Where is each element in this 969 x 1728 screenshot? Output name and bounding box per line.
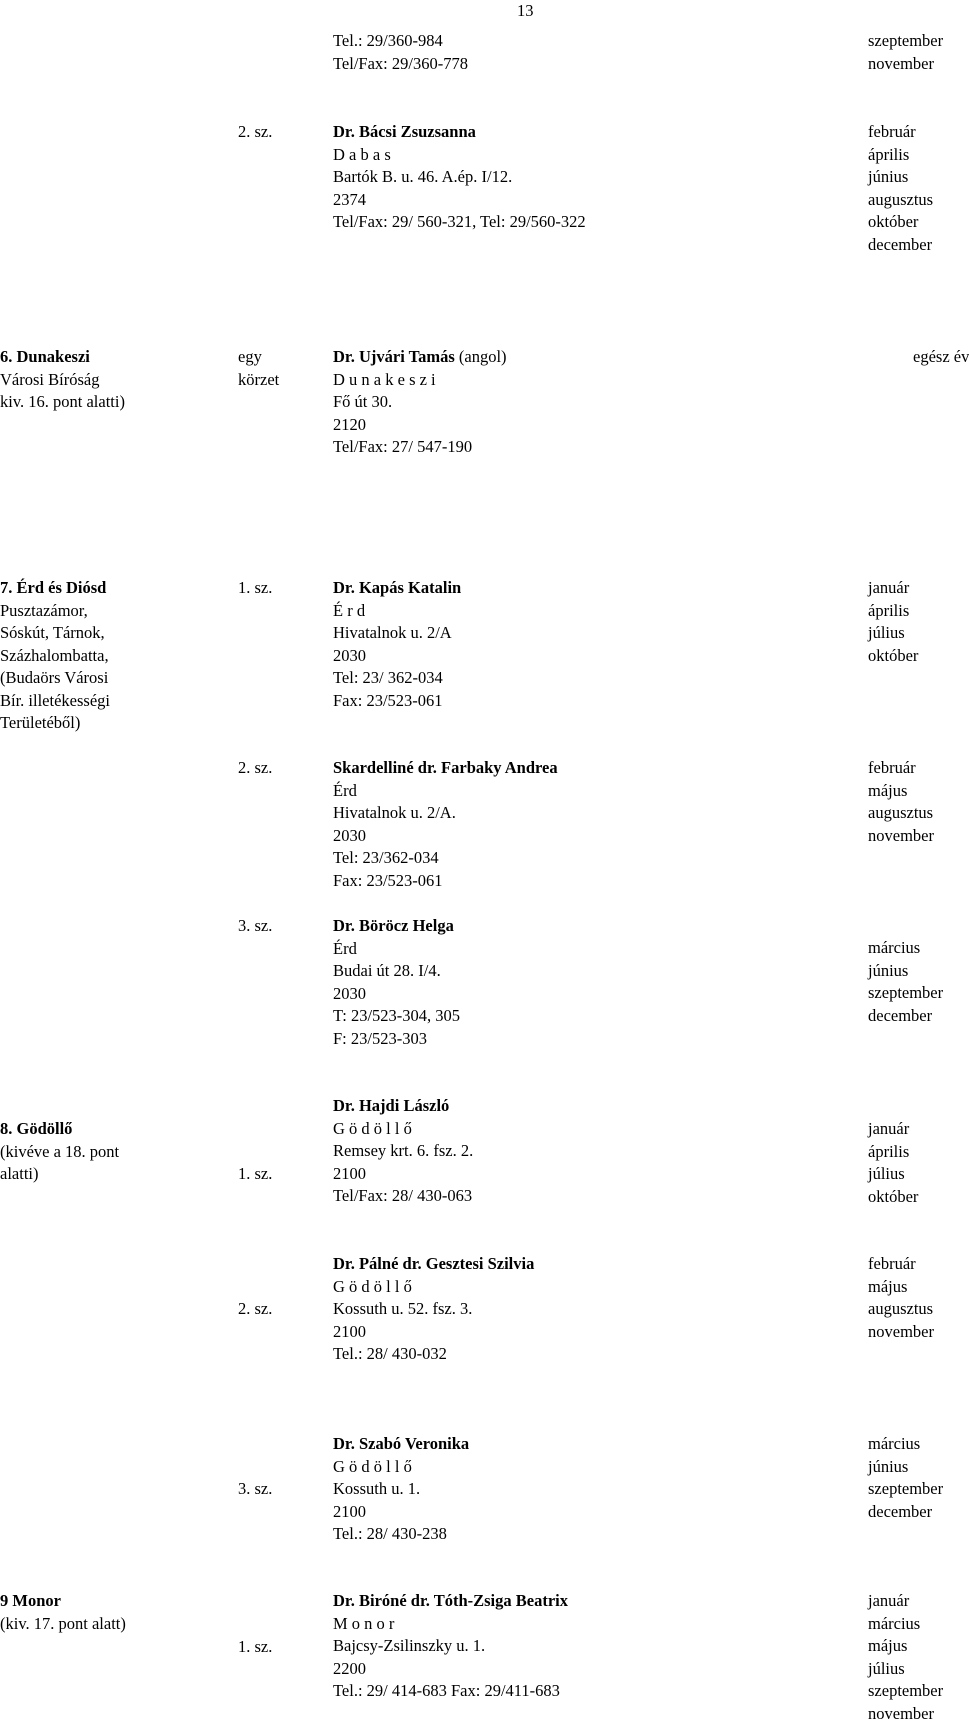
text-block <box>868 757 934 847</box>
text-line: Bír. illetékességi <box>0 690 110 710</box>
text-line: 2. sz. <box>238 758 273 777</box>
text-line: április <box>868 1141 910 1161</box>
judge-name: Dr. Ujvári Tamás <box>333 347 455 366</box>
text-line: 2374 <box>333 189 366 209</box>
text-line: október <box>868 645 919 665</box>
text-block <box>868 1590 943 1725</box>
text-line: F: 23/523-303 <box>333 1028 427 1048</box>
text-line: Tel/Fax: 27/ 547-190 <box>333 437 473 456</box>
text-line: 2. sz. <box>238 122 273 141</box>
text-line: Kossuth u. 1. <box>333 1479 421 1498</box>
text-line: október <box>868 212 919 231</box>
text-block <box>333 1095 473 1208</box>
text-line: (Budaörs Városi <box>0 668 109 687</box>
text-block <box>238 577 272 600</box>
text-line: Tel/Fax: 28/ 430-063 <box>333 1186 473 1205</box>
text-block <box>333 1590 568 1703</box>
text-block <box>333 121 586 234</box>
text-line: január <box>868 1119 910 1138</box>
text-line: Sóskút, Tárnok, <box>0 623 105 642</box>
text-line: G ö d ö l l ő <box>333 1456 412 1476</box>
text-line: G ö d ö l l ő <box>333 1276 412 1296</box>
text-line: körzet <box>238 369 280 389</box>
text-line: Területéből) <box>0 713 81 732</box>
text-line: Bajcsy-Zsilinszky u. 1. <box>333 1636 486 1655</box>
text-block <box>868 1253 934 1343</box>
text-line: november <box>868 1703 934 1723</box>
text-line: Fő út 30. <box>333 392 393 411</box>
text-line: július <box>868 623 905 642</box>
text-block <box>333 577 461 712</box>
text-line: 2100 <box>333 1501 366 1521</box>
text-block <box>238 1163 272 1186</box>
text-line: március <box>868 938 921 957</box>
text-line: É r d <box>333 600 366 620</box>
text-line: 2100 <box>333 1321 366 1341</box>
text-line: alatti) <box>0 1164 39 1183</box>
text-block <box>333 391 472 459</box>
text-line: Érd <box>333 938 357 958</box>
text-line: 2030 <box>333 983 366 1003</box>
text-line: Tel.: 28/ 430-032 <box>333 1344 447 1363</box>
text-line: Dr. Kapás Katalin <box>333 578 462 597</box>
text-line: Dr. Bácsi Zsuzsanna <box>333 122 476 141</box>
text-line: Bartók B. u. 46. A.ép. I/12. <box>333 167 513 186</box>
text-line: Tel.: 29/360-984 <box>333 31 443 50</box>
text-line: április <box>868 600 910 620</box>
text-line: június <box>868 167 909 186</box>
text-line: január <box>868 1591 910 1610</box>
judge-name-line <box>333 346 507 369</box>
text-block <box>333 1433 469 1546</box>
text-line: Tel/Fax: 29/360-778 <box>333 53 468 73</box>
text-line: Fax: 23/523-061 <box>333 690 443 710</box>
text-line: 2100 <box>333 1163 366 1183</box>
text-line: Skardelliné dr. Farbaky Andrea <box>333 758 558 777</box>
text-line: Tel.: 28/ 430-238 <box>333 1524 447 1543</box>
text-line: 3. sz. <box>238 916 273 935</box>
text-line: Tel: 23/ 362-034 <box>333 668 443 687</box>
text-line: egy <box>238 347 262 366</box>
text-line: Kossuth u. 52. fsz. 3. <box>333 1299 473 1318</box>
text-line: 2200 <box>333 1658 366 1678</box>
text-line: június <box>868 1456 909 1476</box>
text-line: D a b a s <box>333 144 391 164</box>
text-line: szeptember <box>868 1479 944 1498</box>
text-line: egész év <box>913 347 969 366</box>
text-block <box>238 757 272 780</box>
text-block <box>868 1118 918 1208</box>
text-line: 2120 <box>333 414 366 434</box>
text-block <box>238 121 272 144</box>
text-block <box>868 121 933 256</box>
text-line: november <box>868 825 934 845</box>
text-block <box>238 915 272 938</box>
text-line: július <box>868 1658 905 1678</box>
text-line: február <box>868 758 916 777</box>
text-line: november <box>868 1321 934 1341</box>
text-line: február <box>868 1254 916 1273</box>
text-line: Remsey krt. 6. fsz. 2. <box>333 1141 474 1160</box>
text-line: Városi Bíróság <box>0 369 100 389</box>
text-line: Hivatalnok u. 2/A. <box>333 803 456 822</box>
text-block <box>868 1433 943 1523</box>
text-block <box>238 1636 272 1659</box>
text-line: május <box>868 1636 908 1655</box>
text-line: Tel/Fax: 29/ 560-321, Tel: 29/560-322 <box>333 212 586 231</box>
text-line: Budai út 28. I/4. <box>333 961 441 980</box>
judge-city: D u n a k e s z i <box>333 369 436 389</box>
text-line: március <box>868 1434 921 1453</box>
text-block <box>333 915 460 1050</box>
text-block <box>238 346 279 391</box>
text-line: Tel.: 29/ 414-683 Fax: 29/411-683 <box>333 1681 560 1700</box>
text-line: február <box>868 122 916 141</box>
text-line: október <box>868 1186 919 1206</box>
text-line: 6. Dunakeszi <box>0 347 90 366</box>
text-line: június <box>868 960 909 980</box>
text-line: 9 Monor <box>0 1591 61 1610</box>
text-line: Fax: 23/523-061 <box>333 870 443 890</box>
text-line: július <box>868 1164 905 1183</box>
text-line: Dr. Szabó Veronika <box>333 1434 470 1453</box>
text-line: kiv. 16. pont alatti) <box>0 392 125 411</box>
text-line: 7. Érd és Diósd <box>0 578 107 597</box>
text-block <box>868 577 918 667</box>
text-block <box>0 346 125 414</box>
text-block <box>333 30 468 75</box>
text-block <box>0 1590 126 1635</box>
text-line: május <box>868 1276 908 1296</box>
text-line: Hivatalnok u. 2/A <box>333 623 452 642</box>
text-line: 1. sz. <box>238 578 273 597</box>
text-line: május <box>868 780 908 800</box>
text-line: augusztus <box>868 189 934 209</box>
page-number: 13 <box>517 1 534 20</box>
text-line: december <box>868 1501 933 1521</box>
text-line: március <box>868 1613 921 1633</box>
text-line: Érd <box>333 780 357 800</box>
text-line: Pusztazámor, <box>0 600 88 620</box>
text-line: 1. sz. <box>238 1637 273 1656</box>
text-line: Százhalombatta, <box>0 645 109 665</box>
text-line: (kiv. 17. pont alatt) <box>0 1613 126 1633</box>
text-line: szeptember <box>868 1681 944 1700</box>
text-line: Dr. Böröcz Helga <box>333 916 454 935</box>
text-line: november <box>868 53 934 73</box>
text-line: 2030 <box>333 645 366 665</box>
text-line: augusztus <box>868 1299 934 1318</box>
text-line: április <box>868 144 910 164</box>
text-block <box>868 30 943 75</box>
text-line: 2. sz. <box>238 1299 273 1318</box>
text-line: szeptember <box>868 983 944 1002</box>
judge-language: (angol) <box>454 347 507 366</box>
text-block <box>238 1478 272 1501</box>
text-block <box>868 937 943 1027</box>
text-line: Dr. Biróné dr. Tóth-Zsiga Beatrix <box>333 1591 568 1610</box>
text-line: szeptember <box>868 31 944 50</box>
text-block <box>0 577 110 735</box>
text-block <box>238 1298 272 1321</box>
text-line: december <box>868 1005 933 1025</box>
text-line: 2030 <box>333 825 366 845</box>
text-line: T: 23/523-304, 305 <box>333 1006 461 1025</box>
text-line: (kivéve a 18. pont <box>0 1141 120 1161</box>
text-line: Dr. Hajdi László <box>333 1096 450 1115</box>
text-line: augusztus <box>868 803 934 822</box>
text-line: G ö d ö l l ő <box>333 1118 412 1138</box>
text-line: 3. sz. <box>238 1479 273 1498</box>
text-line: M o n o r <box>333 1613 395 1633</box>
text-block <box>333 1253 534 1366</box>
text-block <box>333 757 558 892</box>
judge-dunakeszi <box>333 346 507 391</box>
text-line: 1. sz. <box>238 1164 273 1183</box>
text-line: Tel: 23/362-034 <box>333 848 439 867</box>
text-block <box>0 1118 119 1186</box>
text-line: Dr. Pálné dr. Gesztesi Szilvia <box>333 1254 535 1273</box>
text-line: december <box>868 234 933 254</box>
text-line: január <box>868 578 910 597</box>
text-line: 8. Gödöllő <box>0 1119 73 1138</box>
text-block <box>913 346 969 369</box>
